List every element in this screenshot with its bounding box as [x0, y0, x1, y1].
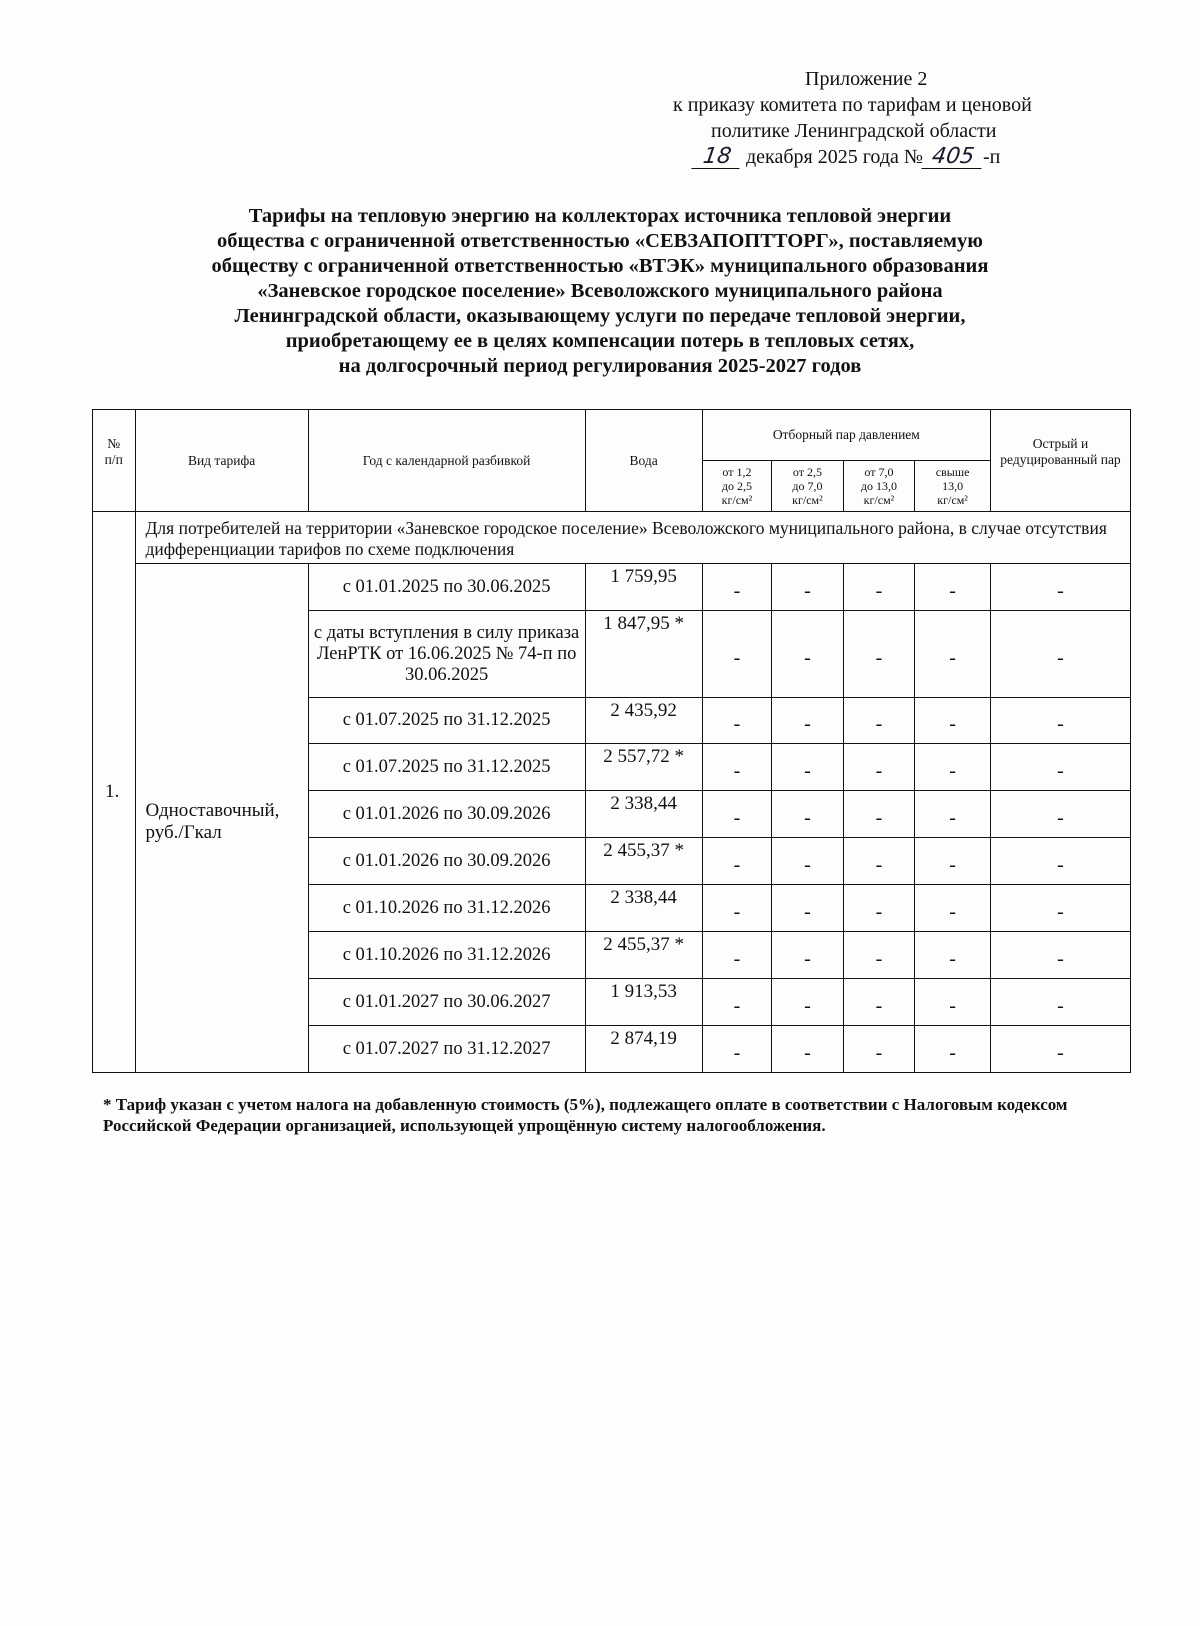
p1-from: от 1,2: [722, 465, 752, 479]
title-line: Ленинградской области, оказывающему услуги по передаче тепловой энергии,: [234, 305, 966, 327]
water-tariff-cell: 2 338,44: [585, 791, 702, 838]
vat-footnote: * Тариф указан с учетом налога на добавленную стоимость (5%), подлежащего оплате в соответствии с Налоговым кодексом Российской Федерации организацией, использующей упрощённую систему налогообложения.: [103, 1095, 1068, 1135]
sharp-steam-tariff-cell: -: [990, 932, 1130, 979]
water-tariff-cell: 2 338,44: [585, 885, 702, 932]
header-water: Вода: [585, 410, 702, 512]
p4-to: 13,0: [942, 479, 964, 493]
steam-tariff-cell: -: [915, 611, 991, 698]
sharp-steam-tariff-cell: -: [990, 838, 1130, 885]
header-num-abbr: п/п: [104, 452, 123, 467]
steam-tariff-cell: -: [772, 838, 844, 885]
steam-tariff-cell: -: [702, 611, 771, 698]
steam-tariff-cell: -: [772, 698, 844, 744]
handwritten-order-number: 405: [921, 146, 984, 169]
steam-tariff-cell: -: [843, 979, 915, 1026]
steam-tariff-cell: -: [772, 791, 844, 838]
period-cell: с 01.07.2025 по 31.12.2025: [308, 698, 585, 744]
period-cell: с 01.01.2026 по 30.09.2026: [308, 838, 585, 885]
p4-from: свыше: [935, 465, 970, 479]
period-cell: с 01.01.2026 по 30.09.2026: [308, 791, 585, 838]
order-reference: к приказу комитета по тарифам и ценовой: [673, 94, 1032, 116]
steam-tariff-cell: -: [702, 932, 771, 979]
steam-tariff-cell: -: [843, 932, 915, 979]
order-suffix: -п: [982, 146, 1001, 168]
steam-tariff-cell: -: [702, 791, 771, 838]
title-line: «Заневское городское поселение» Всеволожского муниципального района: [257, 280, 943, 302]
steam-tariff-cell: -: [915, 979, 991, 1026]
steam-tariff-cell: -: [772, 564, 844, 611]
handwritten-day: 18: [691, 146, 742, 169]
sharp-steam-tariff-cell: -: [990, 885, 1130, 932]
water-tariff-cell: 2 455,37 *: [585, 932, 702, 979]
row-number: 1.: [93, 512, 136, 1073]
water-tariff-cell: 2 874,19: [585, 1026, 702, 1073]
steam-tariff-cell: -: [915, 885, 991, 932]
period-cell: с 01.07.2027 по 31.12.2027: [308, 1026, 585, 1073]
water-tariff-cell: 2 455,37 *: [585, 838, 702, 885]
steam-tariff-cell: -: [702, 744, 771, 791]
steam-tariff-cell: -: [843, 791, 915, 838]
header-sharp-steam-label: Острый и редуцированный пар: [1000, 436, 1121, 467]
order-date-text: декабря 2025 года №: [746, 146, 923, 168]
tariff-type: Одноставочный, руб./Гкал: [135, 564, 308, 1073]
header-pressure-1: [702, 461, 771, 512]
header-tariff-type: Вид тарифа: [135, 410, 308, 512]
sharp-steam-tariff-cell: -: [990, 979, 1130, 1026]
p1-to: до 2,5: [721, 479, 752, 493]
steam-tariff-cell: -: [772, 744, 844, 791]
water-tariff-cell: 1 913,53: [585, 979, 702, 1026]
period-cell: с даты вступления в силу приказа ЛенРТК от 16.06.2025 № 74-п по 30.06.2025: [308, 611, 585, 698]
steam-tariff-cell: -: [843, 885, 915, 932]
sharp-steam-tariff-cell: -: [990, 698, 1130, 744]
title-line: на долгосрочный период регулирования 2025-2027 годов: [338, 355, 862, 377]
header-pressure-3: [843, 461, 915, 512]
steam-tariff-cell: -: [843, 564, 915, 611]
sharp-steam-tariff-cell: -: [990, 791, 1130, 838]
sharp-steam-tariff-cell: -: [990, 1026, 1130, 1073]
title-line: общества с ограниченной ответственностью «СЕВЗАПОПТТОРГ», поставляемую: [217, 230, 983, 252]
steam-tariff-cell: -: [915, 791, 991, 838]
steam-tariff-cell: -: [702, 1026, 771, 1073]
order-date-line: [655, 144, 1115, 170]
appendix-header: [655, 66, 1115, 170]
steam-tariff-cell: -: [772, 932, 844, 979]
header-selected-steam: Отборный пар давлением: [702, 410, 990, 461]
steam-tariff-cell: -: [843, 1026, 915, 1073]
p3-from: от 7,0: [864, 465, 894, 479]
steam-tariff-cell: -: [772, 979, 844, 1026]
steam-tariff-cell: -: [772, 1026, 844, 1073]
steam-tariff-cell: -: [915, 744, 991, 791]
consumer-scope-note: Для потребителей на территории «Заневское городское поселение» Всеволожского муниципального района, в случае отсутствия дифференциации тарифов по схеме подключения: [135, 512, 1131, 564]
p1-unit: кг/см²: [721, 493, 753, 507]
sharp-steam-tariff-cell: -: [990, 564, 1130, 611]
sharp-steam-tariff-cell: -: [990, 744, 1130, 791]
steam-tariff-cell: -: [843, 698, 915, 744]
steam-tariff-cell: -: [702, 885, 771, 932]
p2-unit: кг/см²: [792, 493, 823, 507]
title-line: Тарифы на тепловую энергию на коллекторах источника тепловой энергии: [248, 205, 952, 227]
document-title: [110, 204, 1090, 379]
water-tariff-cell: 2 557,72 *: [585, 744, 702, 791]
header-row-number: [93, 410, 136, 512]
title-line: приобретающему ее в целях компенсации потерь в тепловых сетях,: [285, 330, 915, 352]
steam-tariff-cell: -: [843, 744, 915, 791]
steam-tariff-cell: -: [915, 838, 991, 885]
steam-tariff-cell: -: [702, 698, 771, 744]
steam-tariff-cell: -: [915, 1026, 991, 1073]
committee-name: политике Ленинградской области: [711, 120, 997, 142]
steam-tariff-cell: -: [843, 611, 915, 698]
sharp-steam-tariff-cell: -: [990, 611, 1130, 698]
p2-to: до 7,0: [792, 479, 823, 493]
water-tariff-cell: 2 435,92: [585, 698, 702, 744]
period-cell: с 01.10.2026 по 31.12.2026: [308, 885, 585, 932]
period-cell: с 01.01.2027 по 30.06.2027: [308, 979, 585, 1026]
steam-tariff-cell: -: [772, 885, 844, 932]
header-pressure-4: [915, 461, 991, 512]
appendix-label: Приложение 2: [805, 68, 928, 90]
p3-unit: кг/см²: [863, 493, 895, 507]
header-sharp-steam: [990, 410, 1130, 512]
steam-tariff-cell: -: [702, 564, 771, 611]
water-tariff-cell: 1 759,95: [585, 564, 702, 611]
steam-tariff-cell: -: [915, 564, 991, 611]
period-cell: с 01.10.2026 по 31.12.2026: [308, 932, 585, 979]
p3-to: до 13,0: [860, 479, 898, 493]
header-num-sign: №: [107, 436, 121, 451]
header-pressure-2: [772, 461, 844, 512]
p4-unit: кг/см²: [937, 493, 968, 507]
period-cell: с 01.01.2025 по 30.06.2025: [308, 564, 585, 611]
tariff-table: [92, 409, 1131, 1073]
water-tariff-cell: 1 847,95 *: [585, 611, 702, 698]
period-cell: с 01.07.2025 по 31.12.2025: [308, 744, 585, 791]
steam-tariff-cell: -: [702, 979, 771, 1026]
title-line: обществу с ограниченной ответственностью «ВТЭК» муниципального образования: [211, 255, 989, 277]
steam-tariff-cell: -: [915, 932, 991, 979]
steam-tariff-cell: -: [772, 611, 844, 698]
p2-from: от 2,5: [792, 465, 822, 479]
steam-tariff-cell: -: [915, 698, 991, 744]
steam-tariff-cell: -: [702, 838, 771, 885]
steam-tariff-cell: -: [843, 838, 915, 885]
table-row: [93, 564, 1131, 611]
header-period: Год с календарной разбивкой: [308, 410, 585, 512]
